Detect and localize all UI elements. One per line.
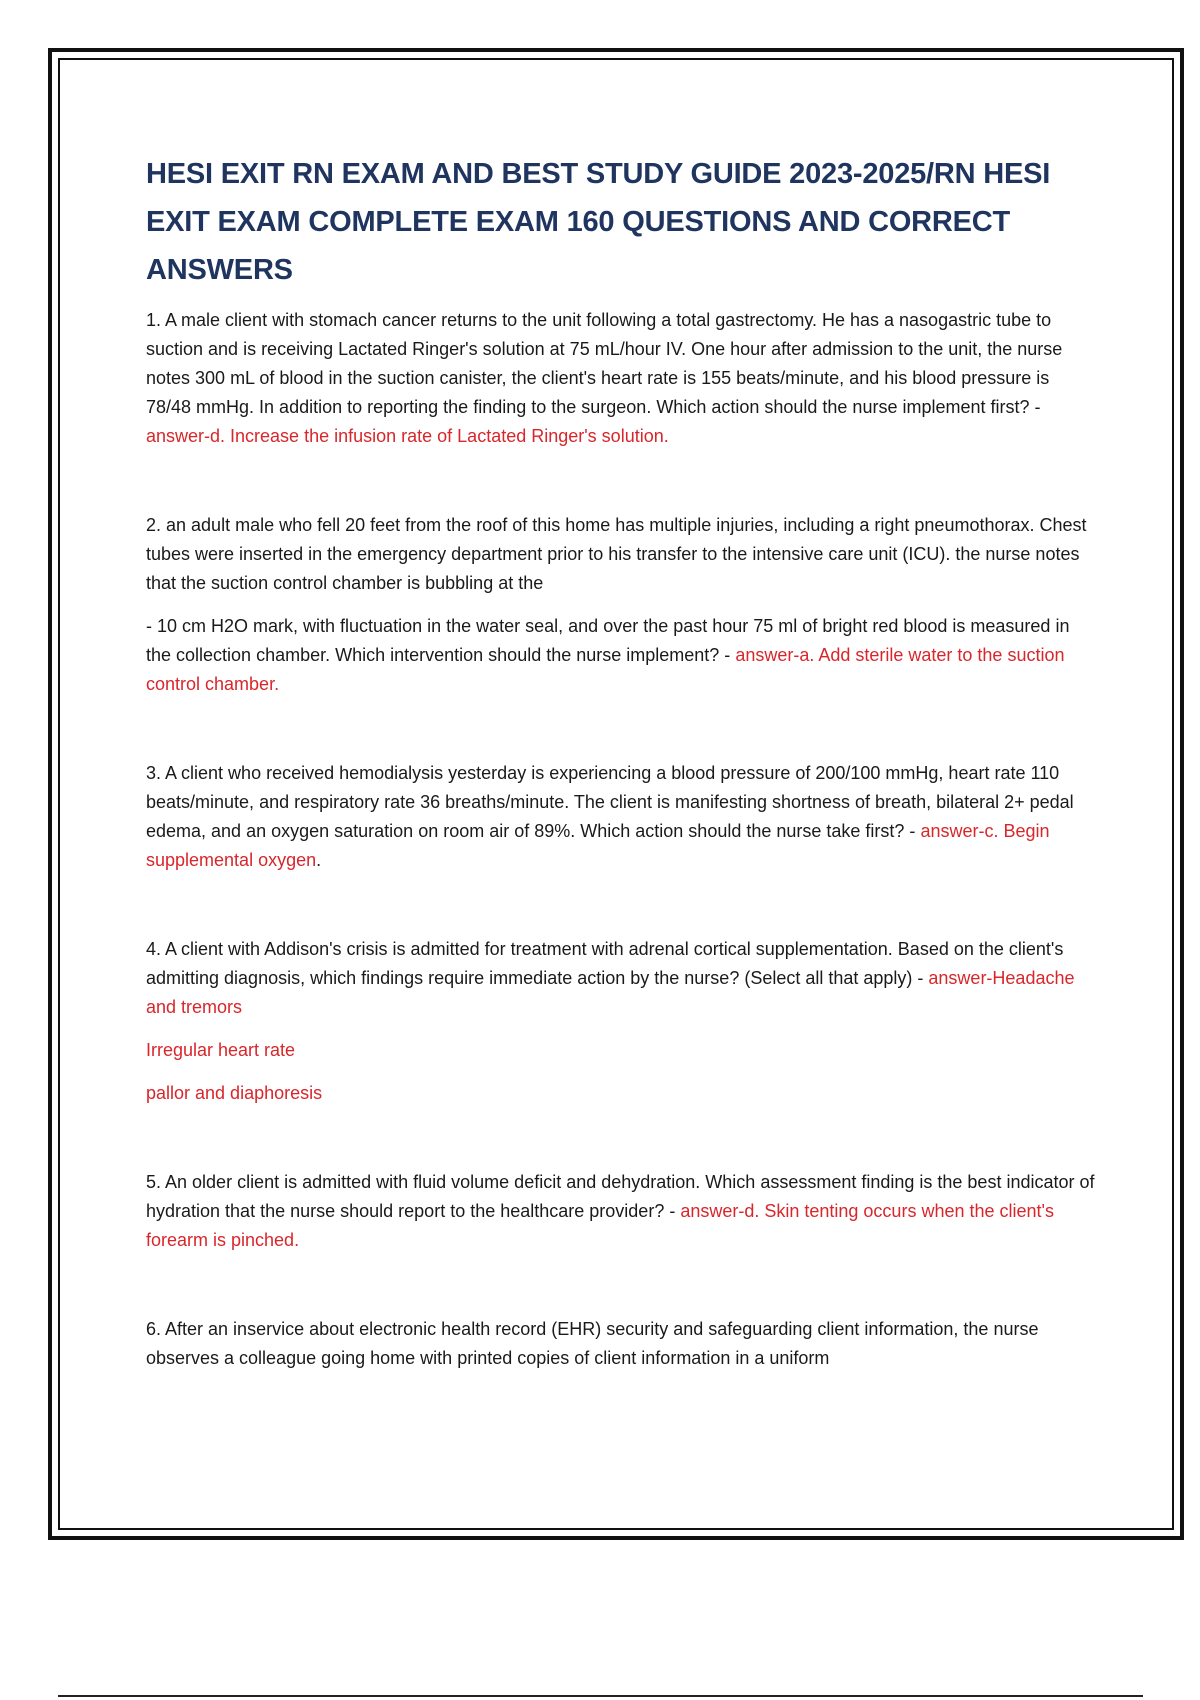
question-2-answer: answer-a. Add sterile water to the suction control chamber. <box>146 645 1065 694</box>
question-text <box>146 759 1096 875</box>
question-1 <box>146 306 1096 451</box>
question-3 <box>146 759 1096 875</box>
question-5 <box>146 1168 1096 1255</box>
footer-divider <box>58 1695 1143 1697</box>
question-3-text: 3. A client who received hemodialysis yesterday is experiencing a blood pressure of 200/100 mmHg, heart rate 110 beats/minute, and respiratory rate 36 breaths/minute. The client is manifesting shortness of breath, bilateral 2+ pedal edema, and an oxygen saturation on room air of 89%. Which action should the nurse take first? - <box>146 763 1074 841</box>
question-5-answer: answer-d. Skin tenting occurs when the client's forearm is pinched. <box>146 1201 1054 1250</box>
document-title: HESI EXIT RN EXAM AND BEST STUDY GUIDE 2023-2025/RN HESI EXIT EXAM COMPLETE EXAM 160 QUESTIONS AND CORRECT ANSWERS <box>146 158 1051 286</box>
question-2-text-continued: - 10 cm H2O mark, with fluctuation in the water seal, and over the past hour 75 ml of bright red blood is measured in the collection chamber. Which intervention should the nurse implement? - <box>146 616 1070 665</box>
question-2-text: 2. an adult male who fell 20 feet from the roof of this home has multiple injuries, including a right pneumothorax. Chest tubes were inserted in the emergency department prior to his transfer to the intensive care unit (ICU). the nurse notes that the suction control chamber is bubbling at the <box>146 515 1087 593</box>
question-text <box>146 306 1096 451</box>
question-1-text: 1. A male client with stomach cancer returns to the unit following a total gastrectomy. He has a nasogastric tube to suction and is receiving Lactated Ringer's solution at 75 mL/hour IV. One hour after admission to the unit, the nurse notes 300 mL of blood in the suction canister, the client's heart rate is 155 beats/minute, and his blood pressure is 78/48 mmHg. In addition to reporting the finding to the surgeon. Which action should the nurse implement first? - <box>146 310 1063 417</box>
question-3-answer: answer-c. Begin supplemental oxygen <box>146 821 1050 870</box>
question-text <box>146 1168 1096 1255</box>
question-text <box>146 935 1096 1022</box>
question-4-extra-answer-1: Irregular heart rate <box>146 1040 296 1060</box>
document-body <box>146 150 1096 1373</box>
question-4-extra-answer-2: pallor and diaphoresis <box>146 1083 323 1103</box>
question-4 <box>146 935 1096 1108</box>
question-2 <box>146 511 1096 699</box>
question-text-continued <box>146 612 1096 699</box>
question-4-text: 4. A client with Addison's crisis is admitted for treatment with adrenal cortical supplementation. Based on the client's admitting diagnosis, which findings require immediate action by the nurse? (Select all that apply) - <box>146 939 1064 988</box>
question-4-answer: answer-Headache and tremors <box>146 968 1075 1017</box>
question-3-trailing: . <box>316 850 322 870</box>
question-1-answer: answer-d. Increase the infusion rate of Lactated Ringer's solution. <box>146 426 669 446</box>
question-6-text: 6. After an inservice about electronic health record (EHR) security and safeguarding client information, the nurse observes a colleague going home with printed copies of client information in a uniform <box>146 1319 1039 1368</box>
question-5-text: 5. An older client is admitted with fluid volume deficit and dehydration. Which assessment finding is the best indicator of hydration that the nurse should report to the healthcare provider? - <box>146 1172 1095 1221</box>
question-6 <box>146 1315 1096 1373</box>
